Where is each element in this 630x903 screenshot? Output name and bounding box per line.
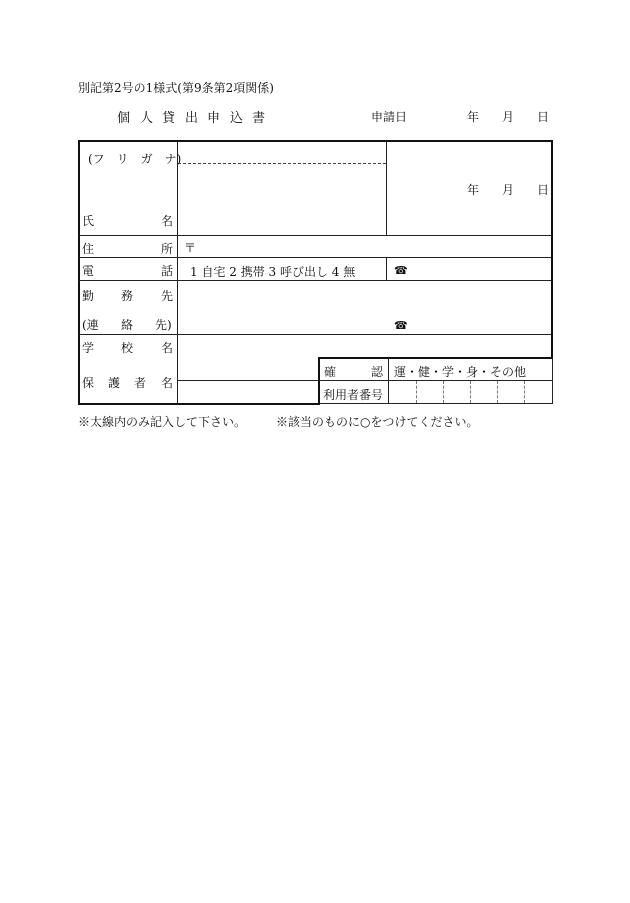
- title-char: 個: [117, 111, 131, 126]
- address-label-char: 住: [82, 242, 95, 256]
- border-bottom-right: [318, 357, 553, 359]
- note-circle-applicable: ※該当のものに○をつけてください。: [276, 415, 479, 429]
- user-number-cell: [497, 381, 498, 403]
- guardian-label-char: 保: [82, 376, 95, 390]
- phone-label-char: 話: [161, 264, 174, 278]
- confirm-right-border: [552, 358, 553, 404]
- birth-year: 年: [467, 183, 480, 197]
- title-char: 書: [252, 111, 266, 126]
- confirm-options: 運・健・学・身・その他: [394, 365, 527, 379]
- guardian-label-char: 名: [161, 376, 174, 390]
- row-line: [79, 257, 551, 258]
- border-bottom-left: [78, 403, 320, 405]
- user-number-label: 利用者番号: [323, 388, 384, 402]
- user-number-cell: [443, 381, 444, 403]
- form-reference: 別記第2号の1様式(第9条第2項関係): [78, 81, 274, 95]
- confirm-bottom-line: [320, 403, 553, 404]
- telephone-icon: ☎: [394, 264, 408, 277]
- title-char: 貸: [162, 111, 176, 126]
- apply-date-year: 年: [467, 110, 480, 124]
- title-char: 人: [140, 111, 154, 126]
- furigana-label: (フ リ ガ ナ): [88, 152, 182, 166]
- phone-divider: [386, 258, 387, 280]
- label-divider: [177, 141, 178, 403]
- telephone-icon: ☎: [394, 319, 408, 332]
- guardian-label-char: 護: [108, 376, 121, 390]
- user-number-cell: [416, 381, 417, 403]
- postal-mark: 〒: [184, 241, 197, 255]
- title-char: 申: [207, 111, 221, 126]
- apply-date-day: 日: [537, 110, 550, 124]
- address-label-char: 所: [161, 242, 174, 256]
- phone-label-char: 電: [82, 264, 95, 278]
- border-top: [78, 140, 552, 142]
- title-char: 出: [185, 111, 199, 126]
- confirm-mid-line: [320, 380, 552, 381]
- user-number-cell: [524, 381, 525, 403]
- school-label-char: 名: [161, 341, 174, 355]
- border-right: [551, 140, 553, 358]
- row-line: [79, 235, 551, 236]
- title-char: 込: [230, 111, 244, 126]
- contact-label-char: 絡: [121, 318, 134, 332]
- apply-date-label: 申請日: [371, 110, 408, 124]
- name-label-char: 名: [161, 214, 174, 228]
- workplace-label-char: 勤: [82, 289, 95, 303]
- confirm-label-char: 認: [371, 365, 384, 379]
- birth-day: 日: [537, 183, 550, 197]
- confirm-label-char: 確: [324, 365, 337, 379]
- row-line: [79, 280, 551, 281]
- guardian-label-char: 者: [134, 376, 147, 390]
- contact-label-char: 先): [155, 318, 172, 332]
- contact-label-char: (連: [82, 318, 99, 332]
- workplace-label-char: 先: [161, 289, 174, 303]
- border-left: [78, 140, 80, 404]
- school-label-char: 校: [121, 341, 134, 355]
- name-birth-divider: [386, 141, 387, 235]
- user-number-cell: [470, 381, 471, 403]
- school-label-char: 学: [82, 341, 95, 355]
- workplace-label-char: 務: [121, 289, 134, 303]
- confirm-divider: [388, 358, 389, 404]
- phone-type-options: 1 自宅 2 携帯 3 呼び出し 4 無: [190, 265, 356, 279]
- row-line: [79, 334, 551, 335]
- note-thick-border: ※太線内のみ記入して下さい。: [78, 415, 247, 429]
- apply-date-month: 月: [502, 110, 515, 124]
- birth-month: 月: [502, 183, 515, 197]
- furigana-divider: [178, 163, 386, 164]
- name-label-char: 氏: [82, 214, 95, 228]
- guardian-mid-line: [178, 380, 318, 381]
